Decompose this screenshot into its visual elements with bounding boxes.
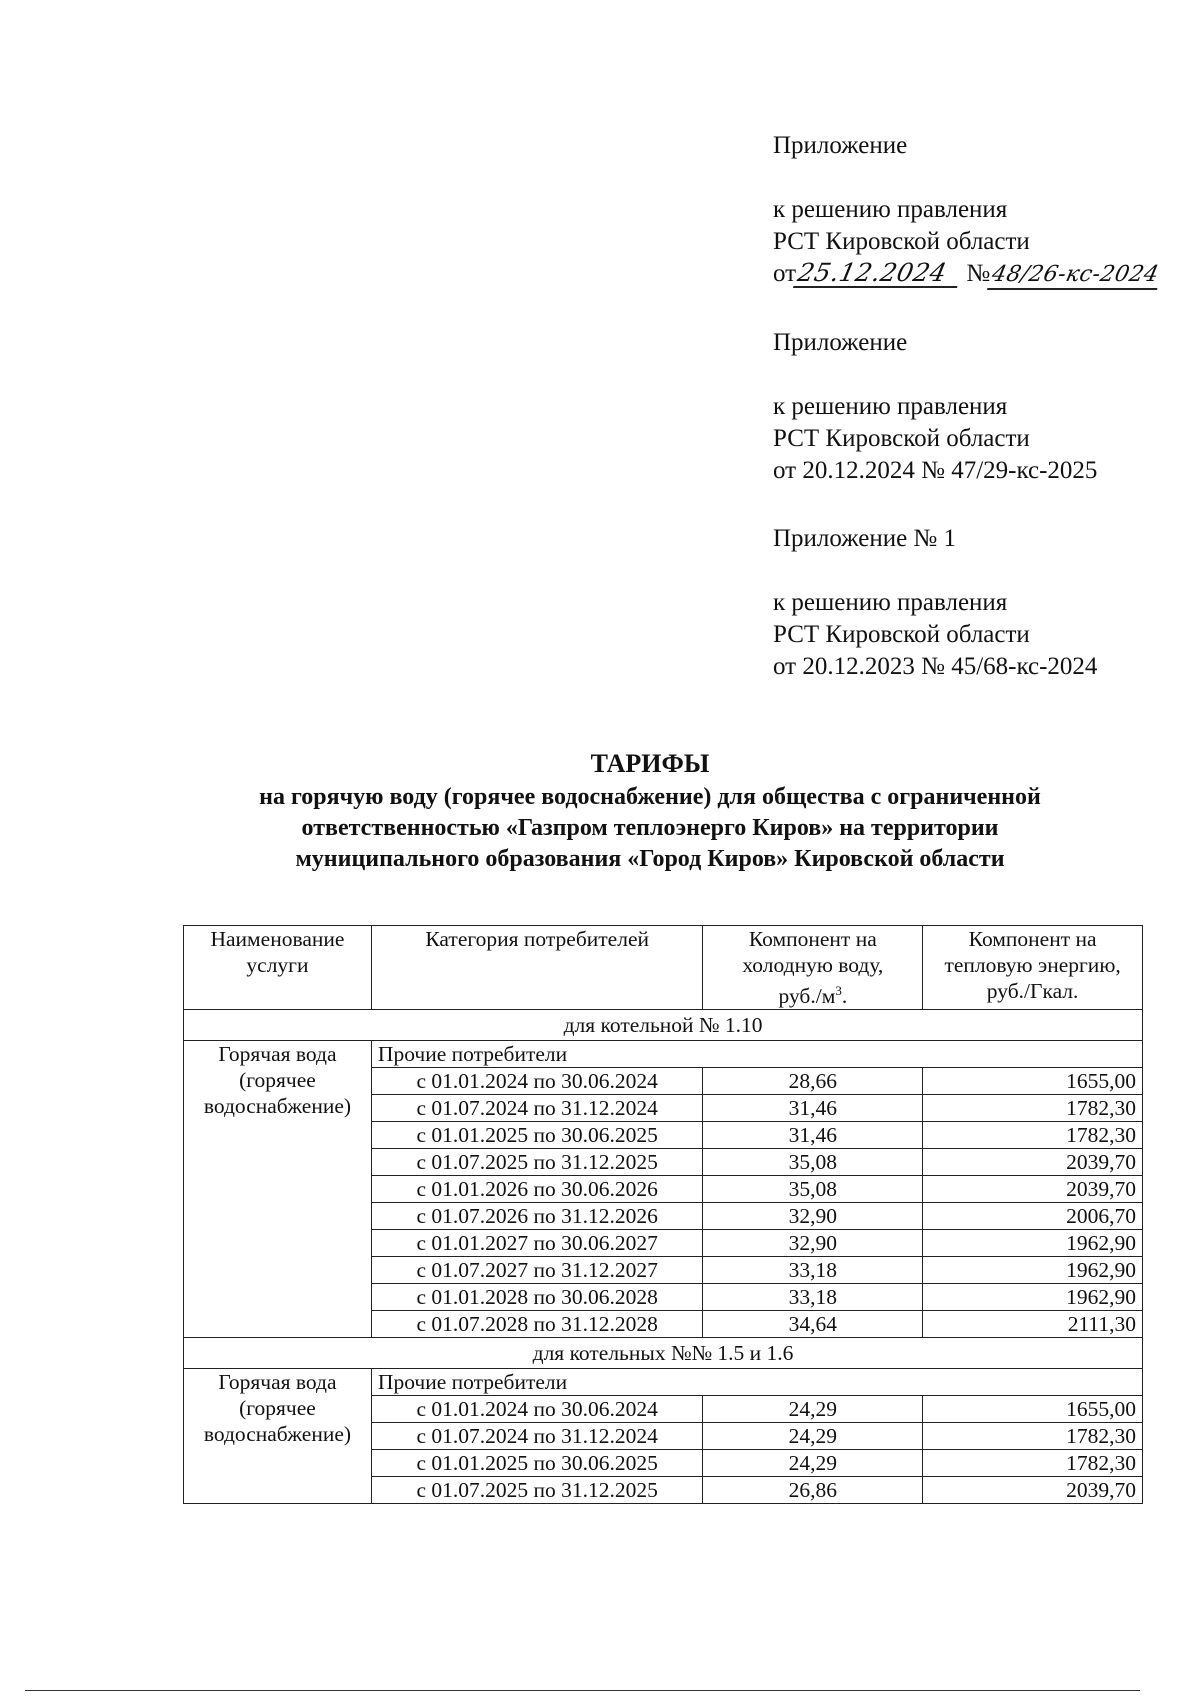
header-text: руб./Гкал.	[986, 979, 1079, 1003]
cold-water-cell: 32,90	[703, 1230, 923, 1257]
heat-energy-cell: 1655,00	[923, 1068, 1143, 1095]
service-text: водоснабжение)	[203, 1094, 352, 1119]
period-cell: с 01.01.2028 по 30.06.2028	[371, 1284, 703, 1311]
consumer-category: Прочие потребители	[371, 1369, 1142, 1396]
group-label-row	[184, 1338, 1143, 1369]
header-cold-water	[703, 926, 923, 1010]
group-label: для котельных №№ 1.5 и 1.6	[184, 1338, 1143, 1369]
title-line: на горячую воду (горячее водоснабжение) для общества с ограниченной	[259, 784, 1041, 810]
header-text: услуги	[246, 953, 309, 977]
tariffs-table	[183, 925, 1143, 1504]
appendix-line: к решению правления	[773, 196, 1008, 223]
cold-water-cell: 35,08	[703, 1149, 923, 1176]
period-cell: с 01.07.2024 по 31.12.2024	[371, 1095, 703, 1122]
title-main: ТАРИФЫ	[590, 749, 710, 778]
cold-water-cell: 24,29	[703, 1450, 923, 1477]
period-cell: с 01.07.2027 по 31.12.2027	[371, 1257, 703, 1284]
appendix-title: Приложение	[773, 132, 908, 159]
cold-water-cell: 33,18	[703, 1257, 923, 1284]
appendix-block-2	[773, 327, 1097, 487]
period-cell: с 01.07.2024 по 31.12.2024	[371, 1423, 703, 1450]
number-prefix: №	[966, 260, 991, 287]
header-text	[709, 978, 916, 1009]
service-text: (горячее	[239, 1068, 316, 1093]
service-text: Горячая вода	[218, 1370, 337, 1395]
appendix-line: РСТ Кировской области	[773, 425, 1030, 452]
header-text: Наименование	[210, 927, 345, 951]
header-heat-energy	[923, 926, 1143, 1010]
table-header-row	[184, 926, 1143, 1010]
appendix-date-line	[773, 258, 1160, 290]
appendix-line: РСТ Кировской области	[773, 228, 1030, 255]
heat-energy-cell: 1782,30	[923, 1122, 1143, 1149]
appendix-line: к решению правления	[773, 393, 1008, 420]
period-cell: с 01.07.2025 по 31.12.2025	[371, 1149, 703, 1176]
appendix-line: РСТ Кировской области	[773, 621, 1030, 648]
service-text: Горячая вода	[218, 1042, 337, 1067]
appendix-line: от 20.12.2024 № 47/29-кс-2025	[773, 457, 1098, 484]
service-text: водоснабжение)	[203, 1422, 352, 1447]
period-cell: с 01.01.2024 по 30.06.2024	[371, 1396, 703, 1423]
heat-energy-cell: 2039,70	[923, 1176, 1143, 1203]
heat-energy-cell: 1655,00	[923, 1396, 1143, 1423]
cold-water-cell: 24,29	[703, 1423, 923, 1450]
header-unit-tail: .	[841, 984, 848, 1009]
service-name	[184, 1369, 372, 1504]
period-cell: с 01.01.2024 по 30.06.2024	[371, 1068, 703, 1095]
cold-water-cell: 31,46	[703, 1095, 923, 1122]
heat-energy-cell: 2111,30	[923, 1311, 1143, 1338]
period-cell: с 01.01.2025 по 30.06.2025	[371, 1122, 703, 1149]
group-label-row	[184, 1010, 1143, 1041]
document-title	[150, 748, 1150, 875]
date-prefix: от	[773, 260, 797, 287]
heat-energy-cell: 1962,90	[923, 1284, 1143, 1311]
heat-energy-cell: 1962,90	[923, 1230, 1143, 1257]
cold-water-cell: 26,86	[703, 1477, 923, 1504]
header-text: тепловую энергию,	[944, 953, 1121, 977]
service-name	[184, 1041, 372, 1338]
heat-energy-cell: 1962,90	[923, 1257, 1143, 1284]
appendix-title: Приложение	[773, 329, 908, 356]
cold-water-cell: 28,66	[703, 1068, 923, 1095]
period-cell: с 01.01.2025 по 30.06.2025	[371, 1450, 703, 1477]
heat-energy-cell: 2006,70	[923, 1203, 1143, 1230]
heat-energy-cell: 2039,70	[923, 1477, 1143, 1504]
header-text: холодную воду,	[742, 953, 884, 977]
heat-energy-cell: 1782,30	[923, 1450, 1143, 1477]
header-text: Категория потребителей	[425, 927, 649, 951]
handwritten-date: 25.12.2024	[793, 260, 963, 288]
appendix-title: Приложение № 1	[773, 525, 957, 552]
title-line: муниципального образования «Город Киров» Кировской области	[295, 846, 1005, 872]
table-row	[184, 1369, 1143, 1396]
appendix-block-1	[773, 130, 1160, 290]
header-unit-sup: 3	[835, 983, 842, 998]
handwritten-number: 48/26-кс-2024	[987, 262, 1163, 290]
period-cell: с 01.07.2026 по 31.12.2026	[371, 1203, 703, 1230]
period-cell: с 01.01.2026 по 30.06.2026	[371, 1176, 703, 1203]
group-label: для котельной № 1.10	[184, 1010, 1143, 1041]
header-unit: руб./м	[778, 984, 836, 1009]
table-row	[184, 1041, 1143, 1068]
period-cell: с 01.07.2028 по 31.12.2028	[371, 1311, 703, 1338]
header-text: Компонент на	[968, 927, 1097, 951]
header-text: Компонент на	[748, 927, 877, 951]
cold-water-cell: 24,29	[703, 1396, 923, 1423]
table-body	[184, 1010, 1143, 1504]
period-cell: с 01.01.2027 по 30.06.2027	[371, 1230, 703, 1257]
header-service	[184, 926, 372, 1010]
cold-water-cell: 34,64	[703, 1311, 923, 1338]
consumer-category: Прочие потребители	[371, 1041, 1142, 1068]
appendix-block-3	[773, 523, 1097, 683]
cold-water-cell: 35,08	[703, 1176, 923, 1203]
header-category	[371, 926, 703, 1010]
cold-water-cell: 32,90	[703, 1203, 923, 1230]
heat-energy-cell: 2039,70	[923, 1149, 1143, 1176]
cold-water-cell: 31,46	[703, 1122, 923, 1149]
heat-energy-cell: 1782,30	[923, 1095, 1143, 1122]
period-cell: с 01.07.2025 по 31.12.2025	[371, 1477, 703, 1504]
appendix-line: от 20.12.2023 № 45/68-кс-2024	[773, 653, 1098, 680]
cold-water-cell: 33,18	[703, 1284, 923, 1311]
title-line: ответственностью «Газпром теплоэнерго Киров» на территории	[301, 815, 999, 841]
page-bottom-rule	[25, 1690, 1140, 1691]
service-text: (горячее	[239, 1396, 316, 1421]
heat-energy-cell: 1782,30	[923, 1423, 1143, 1450]
appendix-line: к решению правления	[773, 589, 1008, 616]
